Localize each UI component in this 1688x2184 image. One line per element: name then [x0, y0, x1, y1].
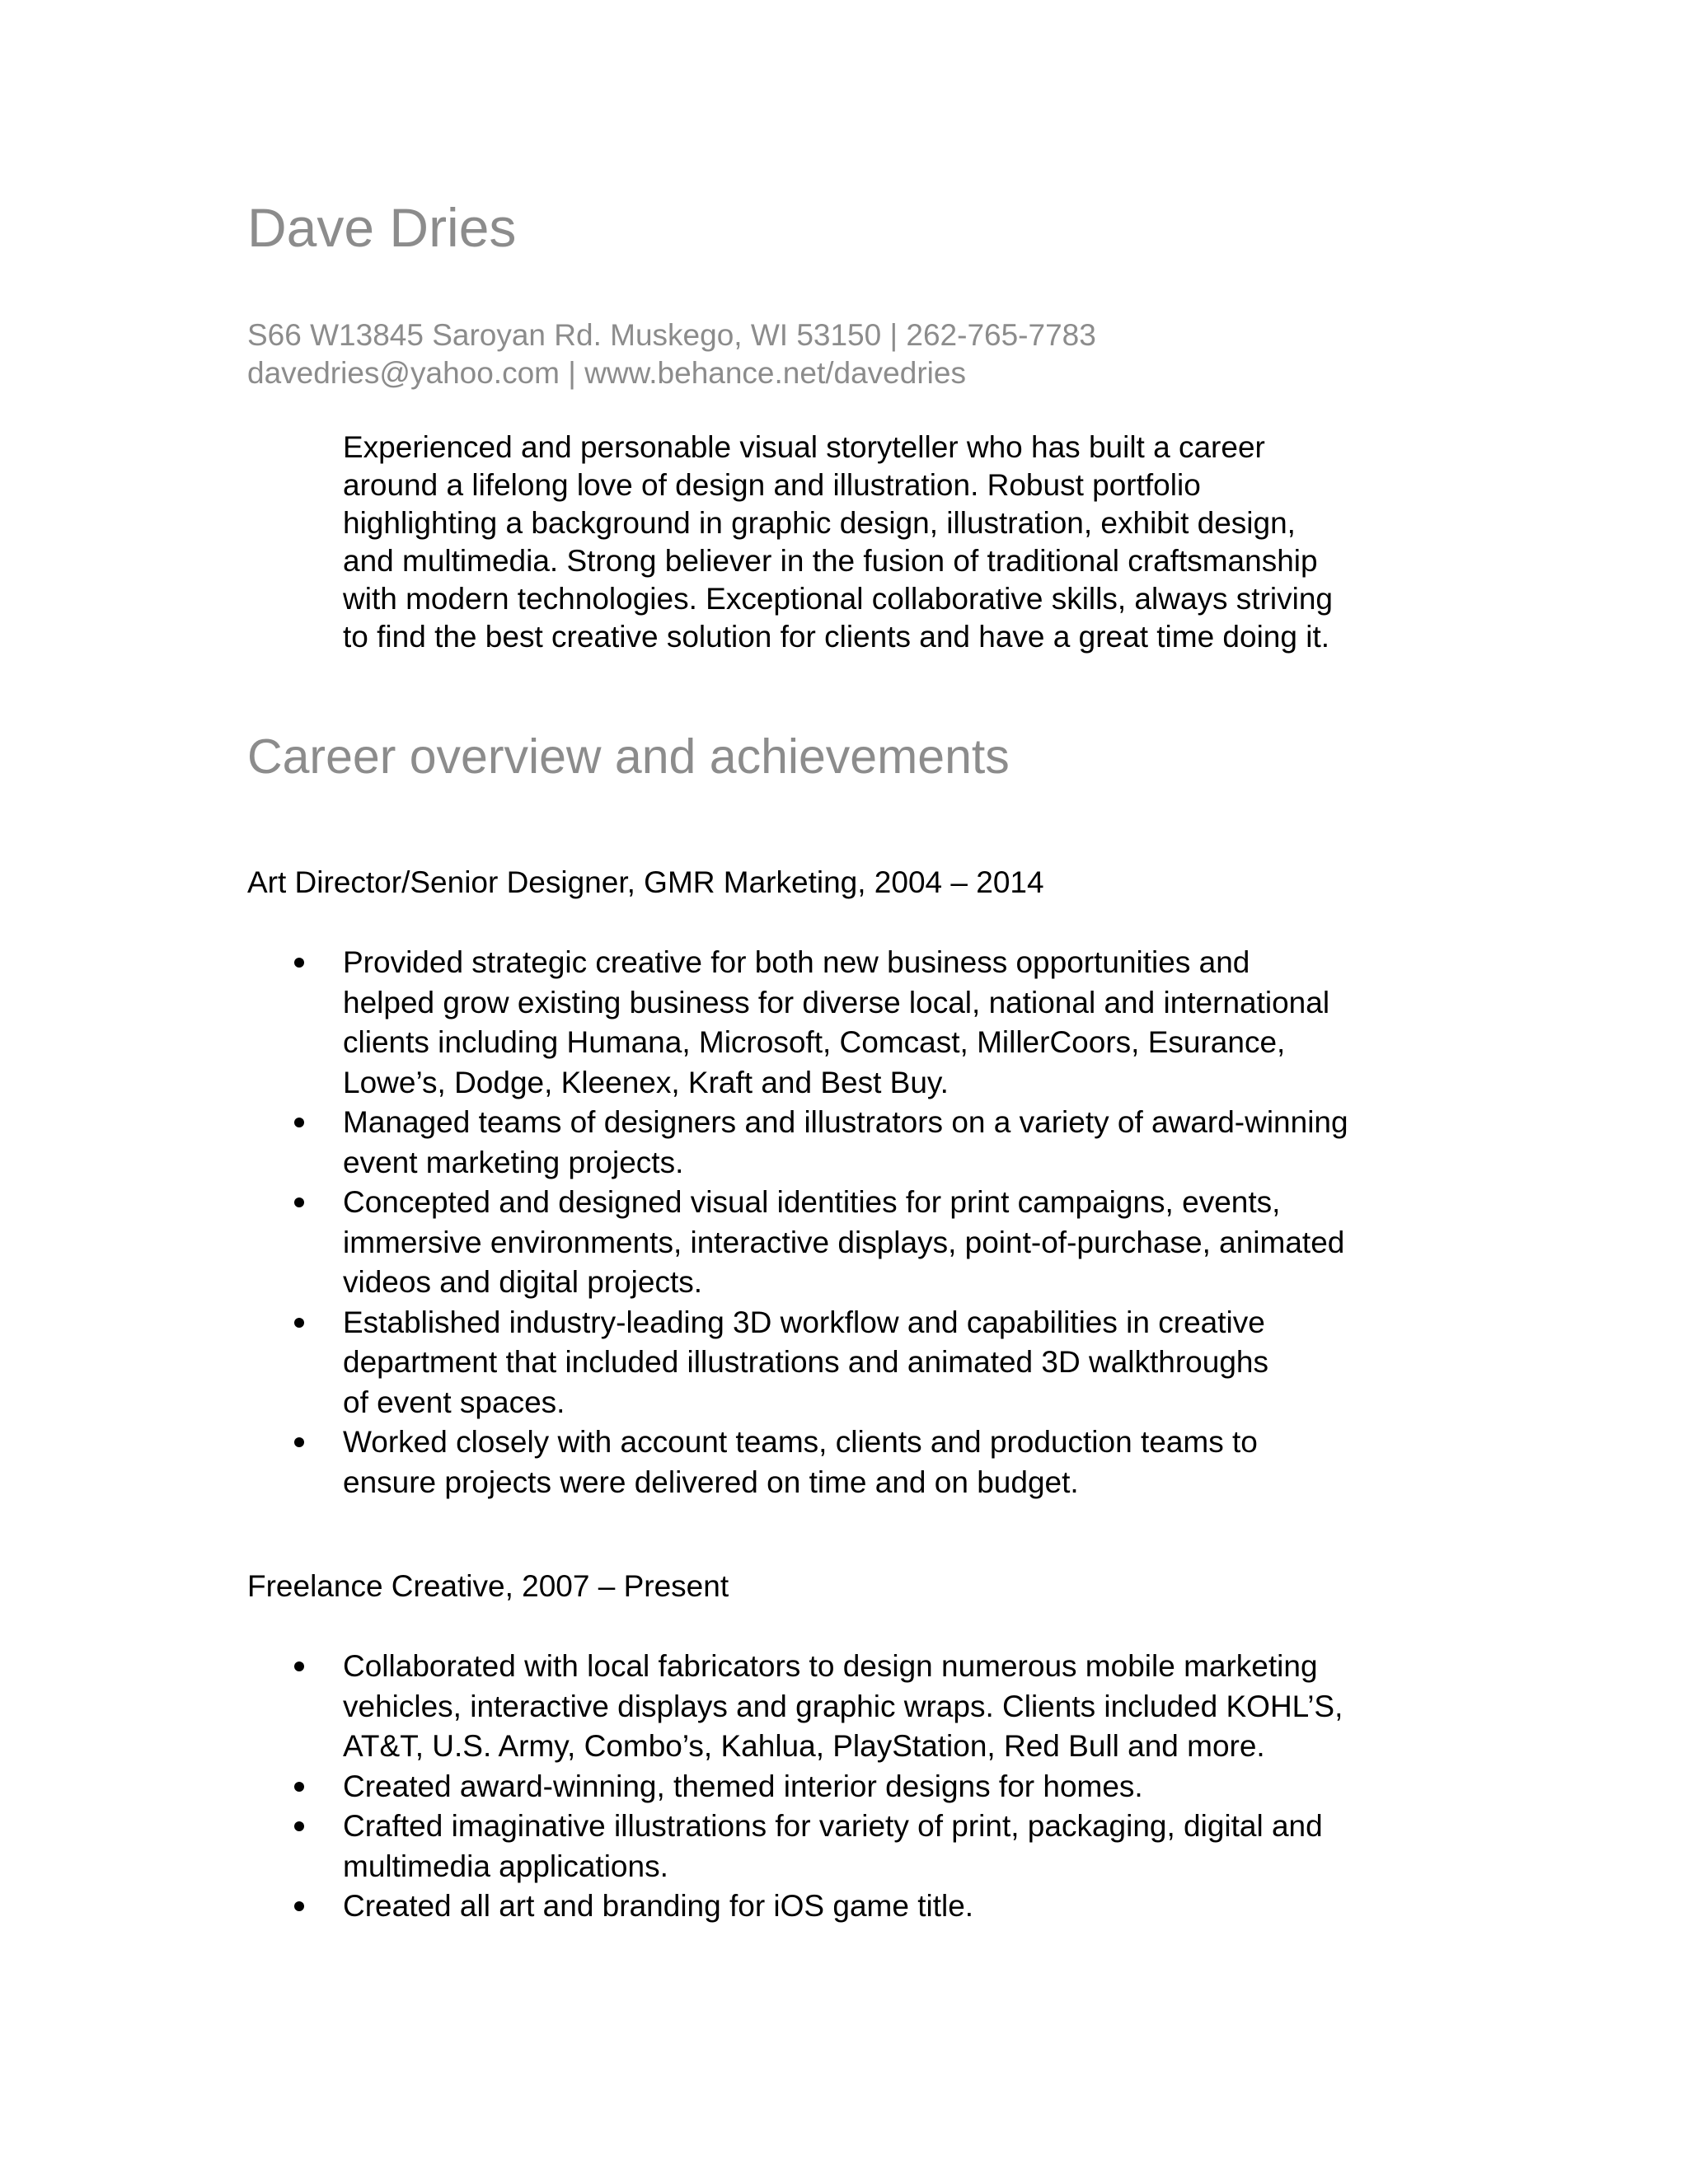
achievement-line: Established industry-leading 3D workflow and capabilities in creative — [343, 1305, 1265, 1339]
bullet-icon — [294, 1118, 304, 1127]
achievement-line: Created award-winning, themed interior designs for homes. — [343, 1769, 1143, 1803]
achievement-line: event marketing projects. — [343, 1145, 684, 1179]
job-achievements-list — [0, 1647, 1688, 1927]
achievement-line: AT&T, U.S. Army, Combo’s, Kahlua, PlayStation, Red Bull and more. — [343, 1729, 1265, 1763]
achievement-line: vehicles, interactive displays and graphic wraps. Clients included KOHL’S, — [343, 1689, 1343, 1723]
achievement-line: helped grow existing business for diverse local, national and international — [343, 985, 1330, 1019]
summary-line: to find the best creative solution for clients and have a great time doing it. — [343, 620, 1330, 654]
achievement-item — [0, 1647, 1688, 1767]
bullet-icon — [294, 1901, 304, 1911]
achievement-item — [0, 1767, 1688, 1807]
achievement-item — [0, 1183, 1688, 1303]
summary-line: Experienced and personable visual storyteller who has built a career — [343, 430, 1265, 464]
achievement-line: Collaborated with local fabricators to design numerous mobile marketing — [343, 1649, 1318, 1683]
achievement-line: immersive environments, interactive displays, point-of-purchase, animated — [343, 1225, 1345, 1259]
achievement-line: Worked closely with account teams, clients and production teams to — [343, 1425, 1258, 1459]
achievement-item — [0, 1303, 1688, 1423]
job-title: Art Director/Senior Designer, GMR Marketing, 2004 – 2014 — [247, 865, 1044, 899]
summary-line: highlighting a background in graphic design, illustration, exhibit design, — [343, 506, 1296, 540]
achievement-item — [0, 943, 1688, 1103]
achievement-line: multimedia applications. — [343, 1849, 668, 1883]
job-achievements-list — [0, 943, 1688, 1502]
summary-line: and multimedia. Strong believer in the fusion of traditional craftsmanship — [343, 544, 1318, 578]
section-title-career: Career overview and achievements — [247, 729, 1010, 784]
bullet-icon — [294, 1318, 304, 1328]
achievement-item — [0, 1807, 1688, 1886]
summary-paragraph — [343, 429, 1480, 656]
achievement-line: Managed teams of designers and illustrators on a variety of award-winning — [343, 1105, 1348, 1139]
achievement-line: Crafted imaginative illustrations for variety of print, packaging, digital and — [343, 1809, 1323, 1843]
job-title: Freelance Creative, 2007 – Present — [247, 1569, 729, 1603]
bullet-icon — [294, 1821, 304, 1831]
achievement-item — [0, 1886, 1688, 1927]
achievement-line: Provided strategic creative for both new business opportunities and — [343, 945, 1250, 979]
achievement-item — [0, 1103, 1688, 1183]
bullet-icon — [294, 1661, 304, 1671]
achievement-line: videos and digital projects. — [343, 1265, 703, 1299]
achievement-line: Lowe’s, Dodge, Kleenex, Kraft and Best Buy. — [343, 1065, 949, 1099]
summary-line: with modern technologies. Exceptional collaborative skills, always striving — [343, 582, 1334, 616]
bullet-icon — [294, 1782, 304, 1792]
bullet-icon — [294, 1437, 304, 1447]
achievement-line: Created all art and branding for iOS game title. — [343, 1889, 974, 1923]
contact-email-website: davedries@yahoo.com | www.behance.net/davedries — [247, 356, 966, 390]
resume-name: Dave Dries — [247, 197, 517, 258]
achievement-line: ensure projects were delivered on time and on budget. — [343, 1465, 1079, 1499]
achievement-item — [0, 1422, 1688, 1502]
achievement-line: department that included illustrations and animated 3D walkthroughs — [343, 1345, 1268, 1379]
bullet-icon — [294, 958, 304, 968]
summary-line: around a lifelong love of design and illustration. Robust portfolio — [343, 468, 1201, 502]
bullet-icon — [294, 1197, 304, 1207]
achievement-line: of event spaces. — [343, 1385, 565, 1419]
achievement-line: Concepted and designed visual identities for print campaigns, events, — [343, 1185, 1281, 1219]
contact-address-phone: S66 W13845 Saroyan Rd. Muskego, WI 53150 | 262-765-7783 — [247, 318, 1096, 352]
achievement-line: clients including Humana, Microsoft, Comcast, MillerCoors, Esurance, — [343, 1025, 1286, 1059]
